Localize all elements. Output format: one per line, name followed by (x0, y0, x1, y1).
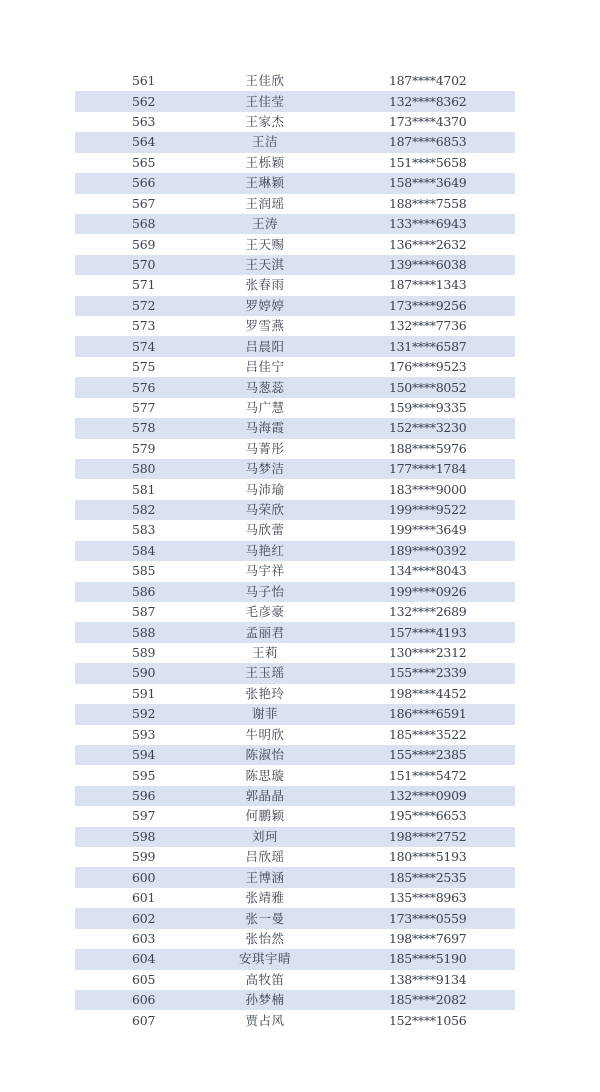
masked-phone-number: 199****3649 (389, 522, 467, 538)
table-row (75, 765, 515, 785)
person-name: 孙梦楠 (245, 992, 285, 1008)
person-name: 罗婷婷 (245, 297, 285, 313)
row-index: 586 (132, 583, 156, 599)
table-row (75, 275, 515, 295)
row-index: 575 (132, 359, 156, 375)
person-name: 高牧笛 (245, 971, 285, 987)
person-name: 王涛 (251, 216, 278, 232)
table-row (75, 153, 515, 173)
table-row (75, 71, 515, 91)
masked-phone-number: 159****9335 (389, 399, 467, 415)
row-index: 590 (132, 665, 156, 681)
person-name: 王博涵 (245, 869, 285, 885)
table-row (75, 439, 515, 459)
person-name: 毛彦豪 (245, 604, 285, 620)
masked-phone-number: 199****9522 (389, 502, 467, 518)
masked-phone-number: 155****2339 (389, 665, 467, 681)
row-index: 607 (132, 1012, 156, 1028)
table-row (75, 582, 515, 602)
row-index: 576 (132, 379, 156, 395)
person-name: 马梦洁 (245, 461, 285, 477)
masked-phone-number: 198****7697 (389, 930, 467, 946)
masked-phone-number: 187****4702 (389, 73, 467, 89)
row-index: 565 (132, 154, 156, 170)
table-row (75, 91, 515, 111)
table-row (75, 867, 515, 887)
masked-phone-number: 133****6943 (389, 216, 467, 232)
row-index: 570 (132, 257, 156, 272)
person-name: 罗雪燕 (245, 318, 285, 334)
masked-phone-number: 135****8963 (389, 890, 467, 906)
table-row (75, 827, 515, 847)
table-row (75, 929, 515, 949)
person-name: 王佳莹 (245, 93, 285, 109)
person-name: 何鹏颖 (245, 808, 285, 824)
masked-phone-number: 152****1056 (389, 1012, 467, 1028)
row-index: 602 (132, 910, 156, 926)
table-row (75, 990, 515, 1010)
person-name: 马宇祥 (245, 563, 285, 579)
person-name: 孟丽君 (245, 624, 285, 640)
table-row (75, 949, 515, 969)
table-row (75, 479, 515, 499)
person-name: 吕佳宁 (245, 359, 285, 375)
masked-phone-number: 185****5190 (389, 951, 467, 967)
masked-phone-number: 183****9000 (389, 481, 467, 497)
table-row (75, 296, 515, 316)
person-name: 王琳颖 (245, 175, 285, 191)
person-name: 吕晨阳 (245, 338, 285, 354)
masked-phone-number: 155****2385 (389, 747, 467, 763)
row-index: 582 (132, 502, 156, 518)
person-name: 张一曼 (245, 910, 285, 926)
table-row (75, 622, 515, 642)
row-index: 606 (132, 992, 156, 1008)
row-index: 587 (132, 604, 156, 620)
person-name: 马沛瑜 (245, 481, 285, 497)
row-index: 597 (132, 808, 156, 824)
table-row (75, 643, 515, 663)
person-name: 刘珂 (251, 828, 278, 844)
person-name: 王玉瑶 (245, 665, 285, 681)
masked-phone-number: 173****9256 (389, 297, 467, 313)
row-index: 605 (132, 971, 156, 987)
table-row (75, 418, 515, 438)
masked-phone-number: 151****5658 (389, 154, 467, 170)
table-row (75, 132, 515, 152)
masked-phone-number: 198****4452 (389, 685, 467, 701)
masked-phone-number: 131****6587 (389, 338, 467, 354)
row-index: 574 (132, 338, 156, 354)
person-name: 王莉 (251, 645, 278, 661)
row-index: 571 (132, 277, 156, 293)
table-row (75, 336, 515, 356)
row-index: 594 (132, 747, 156, 763)
masked-phone-number: 199****0926 (389, 583, 467, 599)
masked-phone-number: 198****2752 (389, 828, 467, 844)
table-row (75, 194, 515, 214)
person-name: 陈思璇 (245, 767, 285, 783)
masked-phone-number: 177****1784 (389, 461, 467, 477)
row-index: 564 (132, 134, 156, 150)
masked-phone-number: 132****7736 (389, 318, 467, 334)
row-index: 595 (132, 767, 156, 783)
masked-phone-number: 134****8043 (389, 563, 467, 579)
table-row (75, 316, 515, 336)
person-name: 马海霞 (245, 420, 285, 436)
row-index: 568 (132, 216, 156, 232)
masked-phone-number: 176****9523 (389, 359, 467, 375)
person-name: 马艳红 (245, 542, 285, 558)
masked-phone-number: 180****5193 (389, 849, 467, 865)
masked-phone-number: 173****4370 (389, 114, 467, 130)
masked-phone-number: 187****1343 (389, 277, 467, 293)
person-name: 马葱蕊 (245, 379, 285, 395)
table-row (75, 786, 515, 806)
table-row (75, 847, 515, 867)
row-index: 579 (132, 440, 156, 456)
masked-phone-number: 151****5472 (389, 767, 467, 783)
table-row (75, 908, 515, 928)
masked-phone-number: 189****0392 (389, 542, 467, 558)
table-row (75, 602, 515, 622)
table-row (75, 704, 515, 724)
masked-phone-number: 173****0559 (389, 910, 467, 926)
masked-phone-number: 186****6591 (389, 706, 467, 722)
table-row (75, 888, 515, 908)
person-name: 王栎颖 (245, 154, 285, 170)
person-name: 马荣欣 (245, 502, 285, 518)
masked-phone-number: 138****9134 (389, 971, 467, 987)
table-row (75, 459, 515, 479)
person-name: 张艳玲 (245, 685, 285, 701)
person-name: 牛明欣 (245, 726, 285, 742)
masked-phone-number: 132****0909 (389, 787, 467, 803)
row-index: 561 (132, 73, 156, 89)
person-name: 贾占风 (245, 1012, 285, 1028)
row-index: 572 (132, 297, 156, 313)
row-index: 604 (132, 951, 156, 967)
table-row (75, 970, 515, 990)
row-index: 596 (132, 787, 156, 803)
table-row (75, 745, 515, 765)
masked-phone-number: 158****3649 (389, 175, 467, 191)
person-name: 安琪宇晴 (238, 951, 291, 967)
masked-phone-number: 132****2689 (389, 604, 467, 620)
table-row (75, 663, 515, 683)
masked-phone-number: 139****6038 (389, 257, 467, 272)
table-row (75, 214, 515, 234)
row-index: 569 (132, 236, 156, 252)
masked-phone-number: 157****4193 (389, 624, 467, 640)
table-row (75, 357, 515, 377)
table-row (75, 806, 515, 826)
row-index: 600 (132, 869, 156, 885)
table-row (75, 112, 515, 132)
table-row (75, 1010, 515, 1030)
masked-phone-number: 185****3522 (389, 726, 467, 742)
row-index: 599 (132, 849, 156, 865)
masked-phone-number: 150****8052 (389, 379, 467, 395)
roster-table (75, 71, 515, 1031)
row-index: 593 (132, 726, 156, 742)
row-index: 566 (132, 175, 156, 191)
person-name: 谢菲 (251, 706, 278, 722)
person-name: 马子怡 (245, 583, 285, 599)
row-index: 603 (132, 930, 156, 946)
row-index: 588 (132, 624, 156, 640)
table-row (75, 561, 515, 581)
masked-phone-number: 185****2082 (389, 992, 467, 1008)
person-name: 张靖雅 (245, 890, 285, 906)
row-index: 581 (132, 481, 156, 497)
table-row (75, 234, 515, 254)
masked-phone-number: 185****2535 (389, 869, 467, 885)
masked-phone-number: 130****2312 (389, 645, 467, 661)
table-row (75, 255, 515, 275)
row-index: 592 (132, 706, 156, 722)
row-index: 578 (132, 420, 156, 436)
row-index: 563 (132, 114, 156, 130)
person-name: 王天淇 (245, 257, 285, 272)
person-name: 吕欣瑶 (245, 849, 285, 865)
masked-phone-number: 188****5976 (389, 440, 467, 456)
person-name: 马广慧 (245, 399, 285, 415)
person-name: 陈淑怡 (245, 747, 285, 763)
person-name: 张春雨 (245, 277, 285, 293)
table-row (75, 500, 515, 520)
person-name: 张怡然 (245, 930, 285, 946)
masked-phone-number: 195****6653 (389, 808, 467, 824)
person-name: 郭晶晶 (245, 787, 285, 803)
row-index: 601 (132, 890, 156, 906)
person-name: 马欣蕾 (245, 522, 285, 538)
person-name: 王天赐 (245, 236, 285, 252)
row-index: 584 (132, 542, 156, 558)
row-index: 585 (132, 563, 156, 579)
masked-phone-number: 187****6853 (389, 134, 467, 150)
person-name: 王洁 (251, 134, 278, 150)
row-index: 591 (132, 685, 156, 701)
row-index: 598 (132, 828, 156, 844)
masked-phone-number: 152****3230 (389, 420, 467, 436)
row-index: 577 (132, 399, 156, 415)
person-name: 王润瑶 (245, 195, 285, 211)
person-name: 王佳欣 (245, 73, 285, 89)
row-index: 567 (132, 195, 156, 211)
masked-phone-number: 136****2632 (389, 236, 467, 252)
masked-phone-number: 188****7558 (389, 195, 467, 211)
table-row (75, 541, 515, 561)
table-row (75, 684, 515, 704)
masked-phone-number: 132****8362 (389, 93, 467, 109)
person-name: 王家杰 (245, 114, 285, 130)
table-row (75, 520, 515, 540)
table-row (75, 173, 515, 193)
person-name: 马菁彤 (245, 440, 285, 456)
row-index: 580 (132, 461, 156, 477)
row-index: 589 (132, 645, 156, 661)
table-row (75, 725, 515, 745)
table-row (75, 377, 515, 397)
row-index: 562 (132, 93, 156, 109)
row-index: 573 (132, 318, 156, 334)
table-row (75, 398, 515, 418)
row-index: 583 (132, 522, 156, 538)
